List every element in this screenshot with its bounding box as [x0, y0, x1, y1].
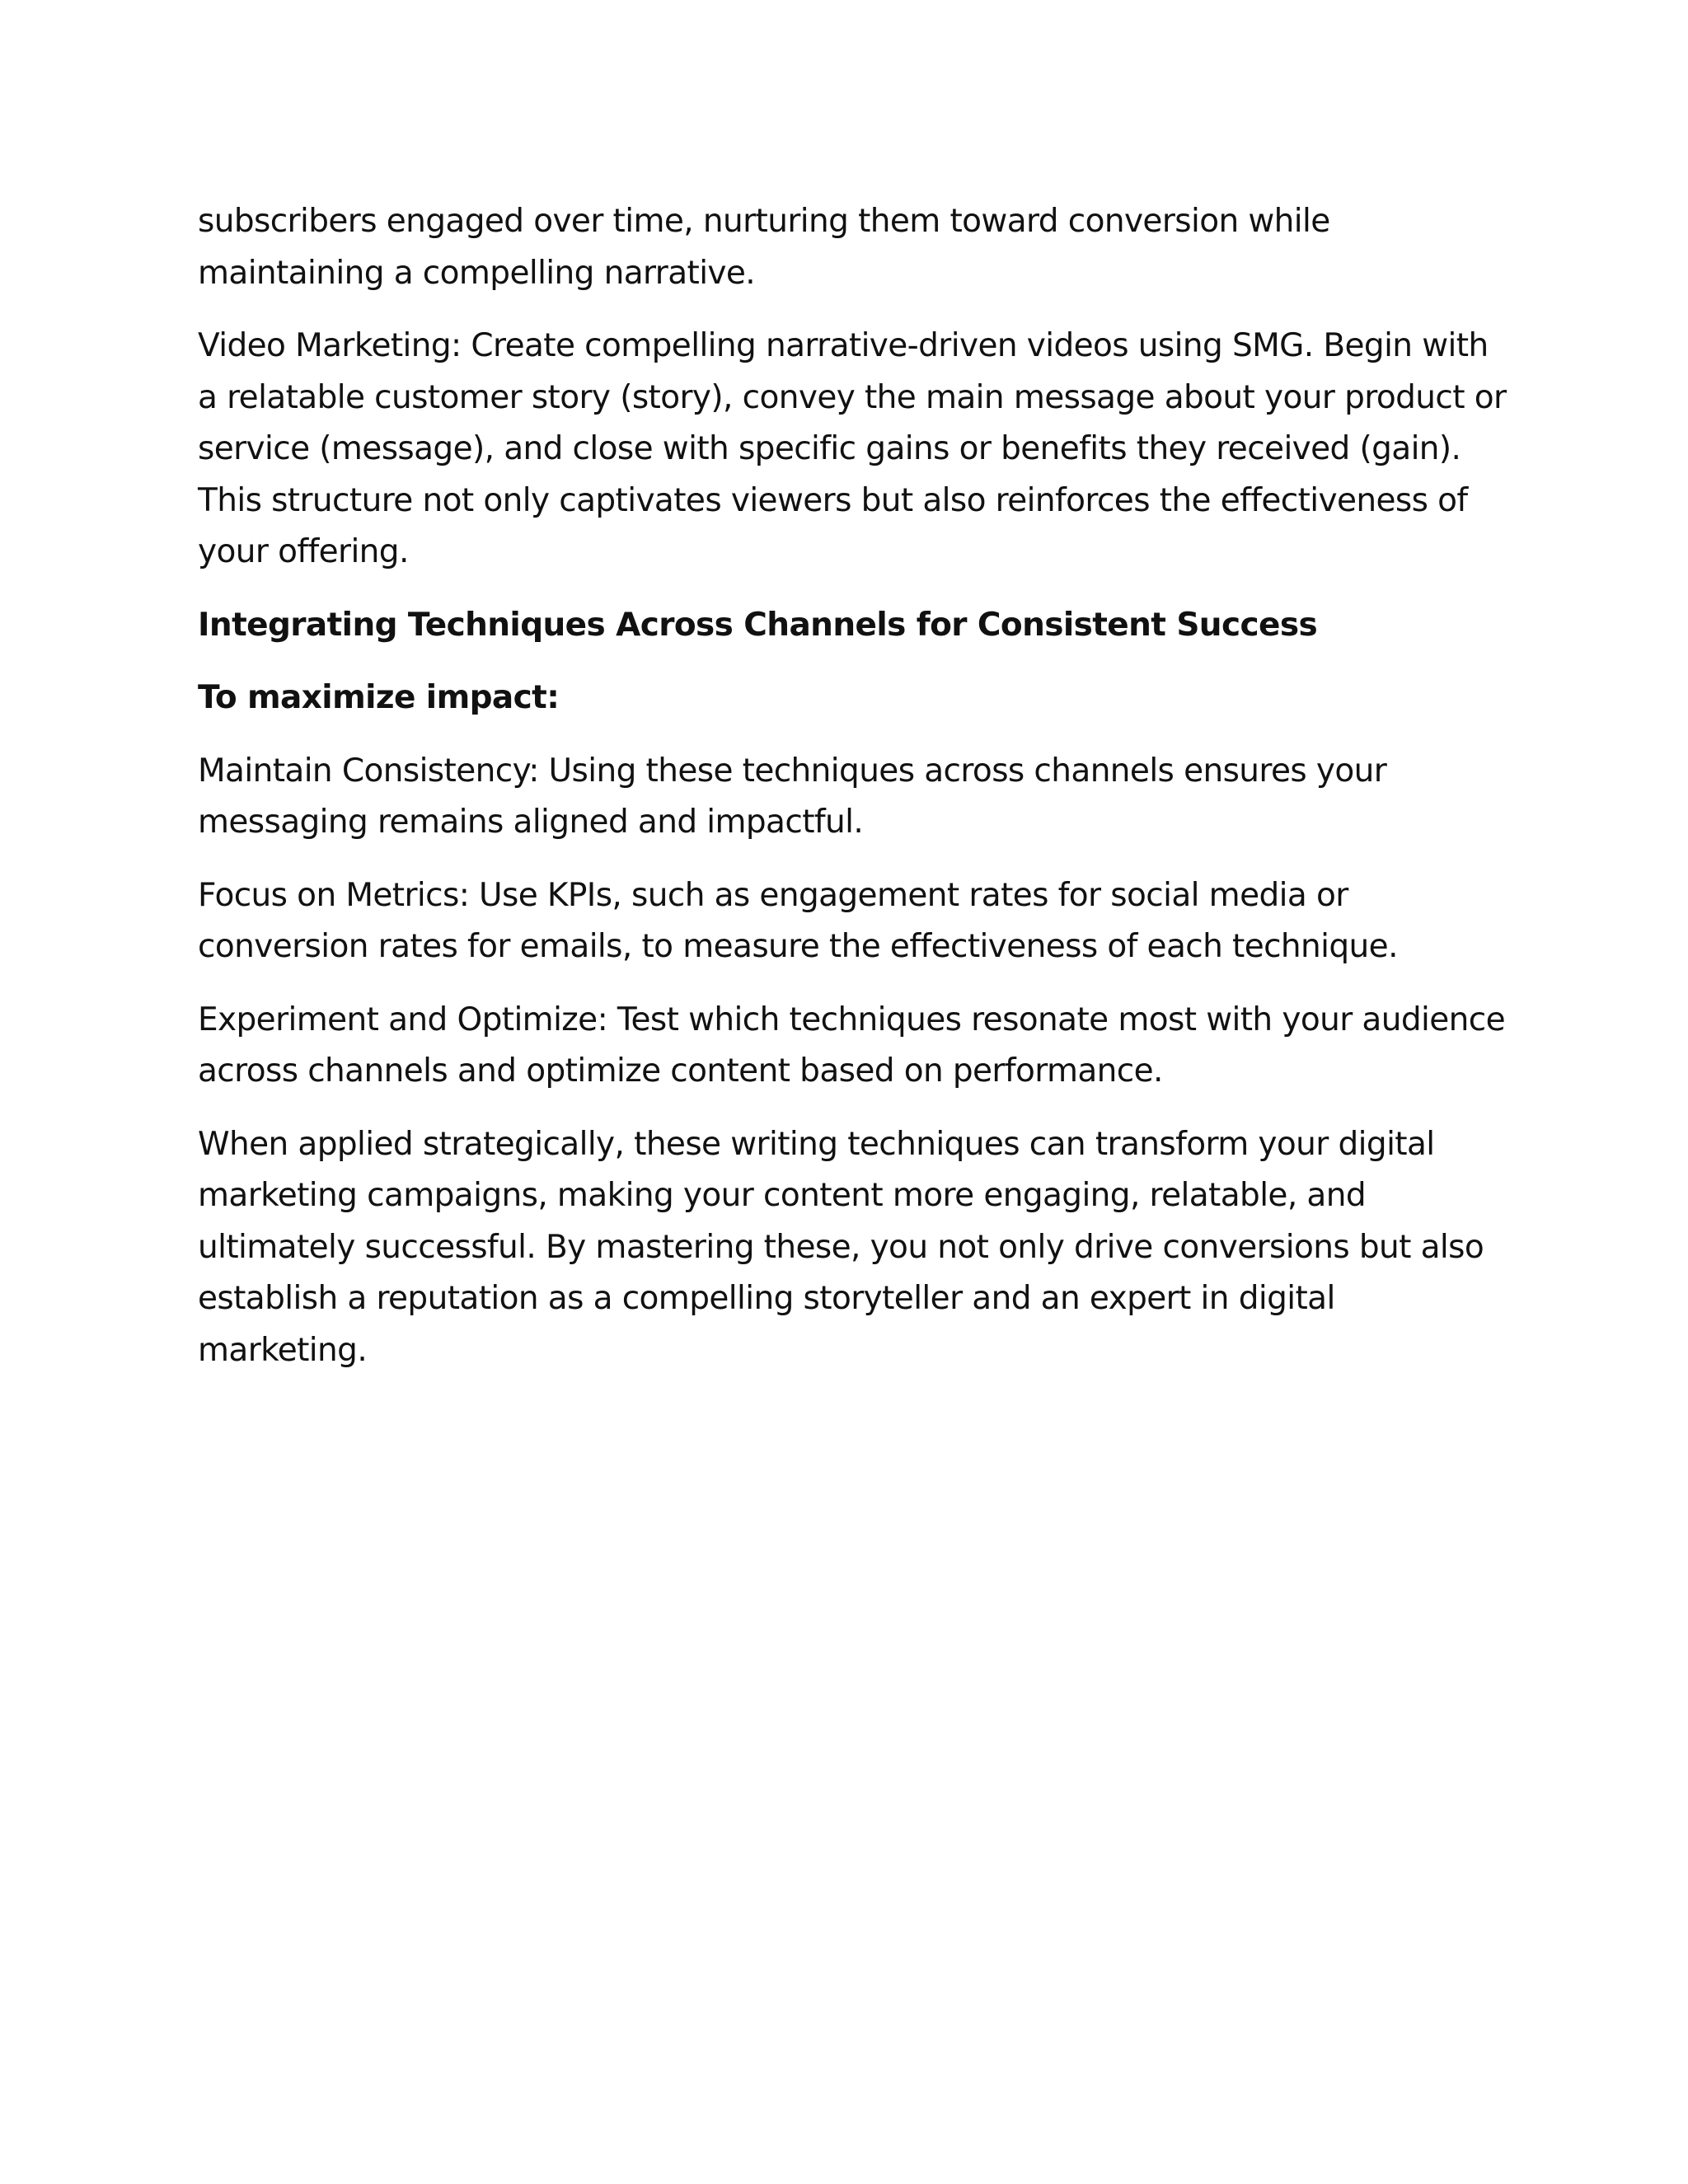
- paragraph-experiment-and-optimize: Experiment and Optimize: Test which techniques resonate most with your audience across channels and optimize content based on performance.: [198, 1001, 1505, 1090]
- subheading-maximize-impact: To maximize impact:: [198, 679, 560, 716]
- section-heading: Integrating Techniques Across Channels for Consistent Success: [198, 606, 1318, 644]
- document-body: [198, 196, 1508, 1398]
- paragraph-conclusion: When applied strategically, these writing techniques can transform your digital marketing campaigns, making your content more engaging, relatable, and ultimately successful. By mastering these, you not only drive conversions but also establish a reputation as a compelling storyteller and an expert in digital marketing.: [198, 1125, 1484, 1369]
- paragraph-focus-on-metrics: Focus on Metrics: Use KPIs, such as engagement rates for social media or conversion rates for emails, to measure the effectiveness of each technique.: [198, 876, 1398, 965]
- paragraph-maintain-consistency: Maintain Consistency: Using these techniques across channels ensures your messaging remains aligned and impactful.: [198, 752, 1387, 841]
- paragraph-continuation: subscribers engaged over time, nurturing them toward conversion while maintaining a compelling narrative.: [198, 203, 1330, 292]
- paragraph-video-marketing: Video Marketing: Create compelling narrative-driven videos using SMG. Begin with a relatable customer story (story), convey the main message about your product or service (message), and close with specific gains or benefits they received (gain). This structure not only captivates viewers but also reinforces the effectiveness of your offering.: [198, 327, 1507, 570]
